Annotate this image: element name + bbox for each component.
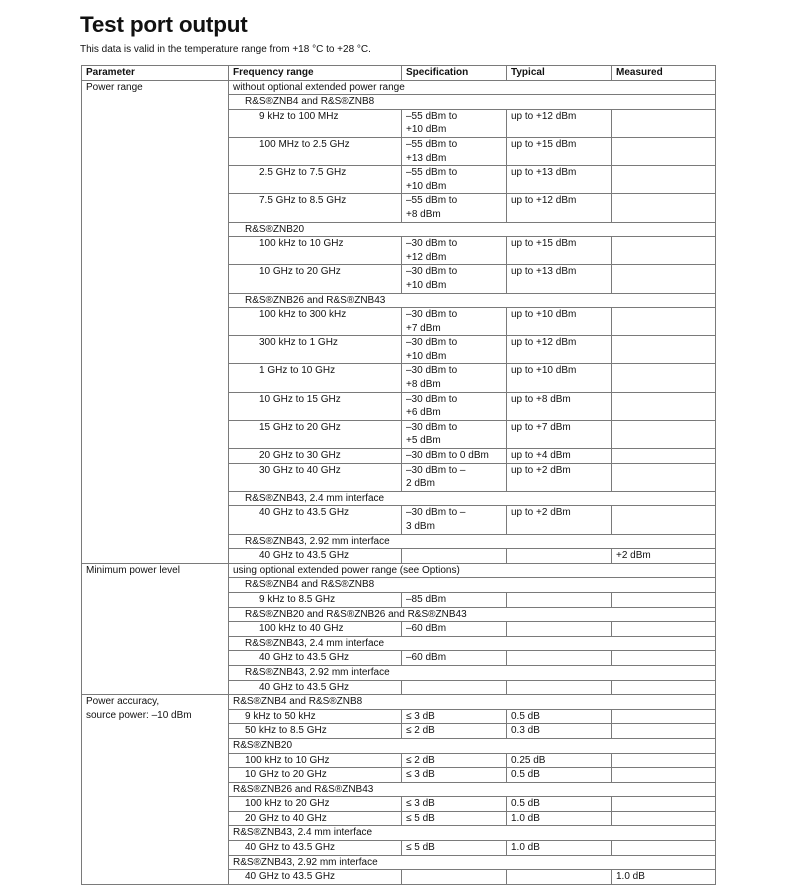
measured-cell [612,449,716,464]
measured-cell [612,194,716,222]
table-row [82,549,716,564]
typical-cell: 0.3 dB [507,724,612,739]
parameter-cell [82,636,229,651]
frequency-cell: 100 MHz to 2.5 GHz [229,137,402,165]
measured-cell [612,237,716,265]
parameter-cell [82,592,229,607]
parameter-cell [82,578,229,593]
table-row [82,578,716,593]
table-row [82,695,716,710]
table-row [82,870,716,885]
parameter-cell [82,420,229,448]
table-row [82,811,716,826]
table-row [82,420,716,448]
spec-cell: –30 dBm to +5 dBm [402,420,507,448]
measured-cell [612,166,716,194]
frequency-cell: 40 GHz to 43.5 GHz [229,870,402,885]
measured-cell [612,651,716,666]
spec-cell: ≤ 3 dB [402,768,507,783]
parameter-cell [82,463,229,491]
typical-cell: 1.0 dB [507,841,612,856]
parameter-cell [82,95,229,110]
frequency-cell: 15 GHz to 20 GHz [229,420,402,448]
measured-cell [612,308,716,336]
table-row [82,797,716,812]
table-row [82,137,716,165]
header-frequency-range: Frequency range [229,66,402,81]
model-group-label: R&S®ZNB26 and R&S®ZNB43 [229,782,716,797]
frequency-cell: 40 GHz to 43.5 GHz [229,841,402,856]
table-row [82,768,716,783]
frequency-cell: 300 kHz to 1 GHz [229,336,402,364]
spec-cell: ≤ 3 dB [402,709,507,724]
frequency-cell: 30 GHz to 40 GHz [229,463,402,491]
table-row [82,491,716,506]
frequency-cell: 20 GHz to 30 GHz [229,449,402,464]
spec-cell: –30 dBm to +10 dBm [402,265,507,293]
frequency-cell: 10 GHz to 20 GHz [229,265,402,293]
spec-cell: –30 dBm to +6 dBm [402,392,507,420]
parameter-cell [82,194,229,222]
measured-cell [612,109,716,137]
spec-cell: ≤ 5 dB [402,841,507,856]
frequency-cell: 9 kHz to 100 MHz [229,109,402,137]
model-group-label: R&S®ZNB43, 2.92 mm interface [229,665,716,680]
measured-cell [612,622,716,637]
section-note: using optional extended power range (see Options) [229,563,716,578]
model-group-label: R&S®ZNB20 and R&S®ZNB26 and R&S®ZNB43 [229,607,716,622]
spec-cell: ≤ 3 dB [402,797,507,812]
table-row [82,651,716,666]
spec-cell: ≤ 5 dB [402,811,507,826]
frequency-cell: 100 kHz to 40 GHz [229,622,402,637]
parameter-cell [82,651,229,666]
measured-cell [612,137,716,165]
parameter-cell [82,449,229,464]
typical-cell: up to +2 dBm [507,463,612,491]
table-row [82,855,716,870]
parameter-cell [82,222,229,237]
parameter-cell [82,506,229,534]
typical-cell: up to +4 dBm [507,449,612,464]
typical-cell: 0.5 dB [507,768,612,783]
measured-cell [612,364,716,392]
frequency-cell: 40 GHz to 43.5 GHz [229,651,402,666]
measured-cell [612,336,716,364]
typical-cell: up to +12 dBm [507,194,612,222]
measured-cell [612,506,716,534]
frequency-cell: 40 GHz to 43.5 GHz [229,680,402,695]
typical-cell: 1.0 dB [507,811,612,826]
table-row [82,166,716,194]
parameter-cell [82,534,229,549]
parameter-cell [82,870,229,885]
frequency-cell: 7.5 GHz to 8.5 GHz [229,194,402,222]
spec-cell: –55 dBm to +8 dBm [402,194,507,222]
typical-cell [507,870,612,885]
table-row [82,308,716,336]
parameter-minimum-power-level: Minimum power level [82,563,229,578]
table-row [82,782,716,797]
measured-cell [612,797,716,812]
table-header-row [82,66,716,81]
typical-cell: up to +2 dBm [507,506,612,534]
parameter-cell [82,738,229,753]
measured-cell: +2 dBm [612,549,716,564]
measured-cell: 1.0 dB [612,870,716,885]
spec-cell: –55 dBm to +10 dBm [402,109,507,137]
measured-cell [612,392,716,420]
model-group-label: R&S®ZNB26 and R&S®ZNB43 [229,293,716,308]
spec-cell [402,870,507,885]
table-row [82,534,716,549]
table-row [82,753,716,768]
typical-cell: up to +10 dBm [507,308,612,336]
frequency-cell: 1 GHz to 10 GHz [229,364,402,392]
header-specification: Specification [402,66,507,81]
parameter-cell [82,826,229,841]
table-row [82,622,716,637]
measured-cell [612,680,716,695]
table-row [82,709,716,724]
temperature-note: This data is valid in the temperature range from +18 °C to +28 °C. [80,44,371,55]
typical-cell: up to +12 dBm [507,109,612,137]
section-note: without optional extended power range [229,80,716,95]
typical-cell: up to +13 dBm [507,166,612,194]
spec-cell: –30 dBm to +12 dBm [402,237,507,265]
parameter-cell [82,768,229,783]
typical-cell: up to +7 dBm [507,420,612,448]
frequency-cell: 40 GHz to 43.5 GHz [229,506,402,534]
spec-cell: –30 dBm to – 2 dBm [402,463,507,491]
table-row [82,724,716,739]
frequency-cell: 20 GHz to 40 GHz [229,811,402,826]
typical-cell [507,680,612,695]
parameter-cell [82,607,229,622]
model-group-label: R&S®ZNB43, 2.92 mm interface [229,855,716,870]
table-row [82,680,716,695]
parameter-cell [82,392,229,420]
parameter-cell [82,680,229,695]
spec-cell: ≤ 2 dB [402,753,507,768]
table-row [82,506,716,534]
spec-cell: –55 dBm to +10 dBm [402,166,507,194]
header-typical: Typical [507,66,612,81]
frequency-cell: 100 kHz to 10 GHz [229,753,402,768]
model-group-label: R&S®ZNB4 and R&S®ZNB8 [229,578,716,593]
frequency-cell: 40 GHz to 43.5 GHz [229,549,402,564]
parameter-cell [82,665,229,680]
parameter-cell [82,811,229,826]
measured-cell [612,592,716,607]
parameter-cell [82,622,229,637]
test-port-output-table [81,65,716,885]
parameter-power-accuracy-condition: source power: –10 dBm [82,709,229,724]
parameter-cell [82,137,229,165]
frequency-cell: 50 kHz to 8.5 GHz [229,724,402,739]
page-title: Test port output [80,12,248,37]
parameter-cell [82,549,229,564]
measured-cell [612,724,716,739]
table-row [82,392,716,420]
frequency-cell: 10 GHz to 20 GHz [229,768,402,783]
measured-cell [612,811,716,826]
table-row [82,265,716,293]
table-row [82,563,716,578]
model-group-label: R&S®ZNB43, 2.92 mm interface [229,534,716,549]
measured-cell [612,753,716,768]
parameter-cell [82,237,229,265]
table-row [82,841,716,856]
frequency-cell: 9 kHz to 8.5 GHz [229,592,402,607]
frequency-cell: 10 GHz to 15 GHz [229,392,402,420]
table-row [82,80,716,95]
frequency-cell: 100 kHz to 300 kHz [229,308,402,336]
table-row [82,95,716,110]
parameter-cell [82,166,229,194]
model-group-label: R&S®ZNB4 and R&S®ZNB8 [229,95,716,110]
spec-cell: –55 dBm to +13 dBm [402,137,507,165]
spec-cell: –30 dBm to – 3 dBm [402,506,507,534]
model-group-label: R&S®ZNB43, 2.4 mm interface [229,826,716,841]
parameter-power-accuracy: Power accuracy, [82,695,229,710]
measured-cell [612,420,716,448]
model-group-label: R&S®ZNB4 and R&S®ZNB8 [229,695,716,710]
parameter-cell [82,364,229,392]
typical-cell: 0.25 dB [507,753,612,768]
model-group-label: R&S®ZNB20 [229,222,716,237]
table-row [82,826,716,841]
parameter-cell [82,109,229,137]
parameter-cell [82,336,229,364]
header-parameter: Parameter [82,66,229,81]
measured-cell [612,265,716,293]
table-row [82,364,716,392]
parameter-cell [82,782,229,797]
parameter-cell [82,724,229,739]
table-row [82,449,716,464]
typical-cell [507,549,612,564]
frequency-cell: 100 kHz to 10 GHz [229,237,402,265]
header-measured: Measured [612,66,716,81]
typical-cell: up to +13 dBm [507,265,612,293]
measured-cell [612,841,716,856]
typical-cell: up to +12 dBm [507,336,612,364]
frequency-cell: 2.5 GHz to 7.5 GHz [229,166,402,194]
typical-cell [507,622,612,637]
table-row [82,607,716,622]
spec-cell [402,680,507,695]
model-group-label: R&S®ZNB20 [229,738,716,753]
spec-cell: –85 dBm [402,592,507,607]
parameter-cell [82,265,229,293]
table-row [82,738,716,753]
table-row [82,194,716,222]
typical-cell: up to +8 dBm [507,392,612,420]
measured-cell [612,463,716,491]
typical-cell: up to +10 dBm [507,364,612,392]
parameter-cell [82,293,229,308]
parameter-power-range: Power range [82,80,229,95]
model-group-label: R&S®ZNB43, 2.4 mm interface [229,636,716,651]
frequency-cell: 9 kHz to 50 kHz [229,709,402,724]
spec-cell: –30 dBm to +10 dBm [402,336,507,364]
parameter-cell [82,841,229,856]
table-row [82,237,716,265]
table-row [82,293,716,308]
parameter-cell [82,308,229,336]
spec-cell: –30 dBm to +8 dBm [402,364,507,392]
parameter-cell [82,491,229,506]
frequency-cell: 100 kHz to 20 GHz [229,797,402,812]
table-row [82,222,716,237]
parameter-cell [82,855,229,870]
spec-cell: –60 dBm [402,651,507,666]
parameter-cell [82,753,229,768]
table-row [82,336,716,364]
typical-cell [507,651,612,666]
spec-cell: ≤ 2 dB [402,724,507,739]
typical-cell: up to +15 dBm [507,237,612,265]
model-group-label: R&S®ZNB43, 2.4 mm interface [229,491,716,506]
typical-cell: 0.5 dB [507,797,612,812]
table-row [82,665,716,680]
parameter-cell [82,797,229,812]
table-row [82,109,716,137]
typical-cell: 0.5 dB [507,709,612,724]
spec-cell: –30 dBm to +7 dBm [402,308,507,336]
table-row [82,592,716,607]
measured-cell [612,768,716,783]
table-row [82,463,716,491]
measured-cell [612,709,716,724]
spec-cell: –30 dBm to 0 dBm [402,449,507,464]
table-row [82,636,716,651]
spec-cell [402,549,507,564]
spec-cell: –60 dBm [402,622,507,637]
typical-cell [507,592,612,607]
typical-cell: up to +15 dBm [507,137,612,165]
